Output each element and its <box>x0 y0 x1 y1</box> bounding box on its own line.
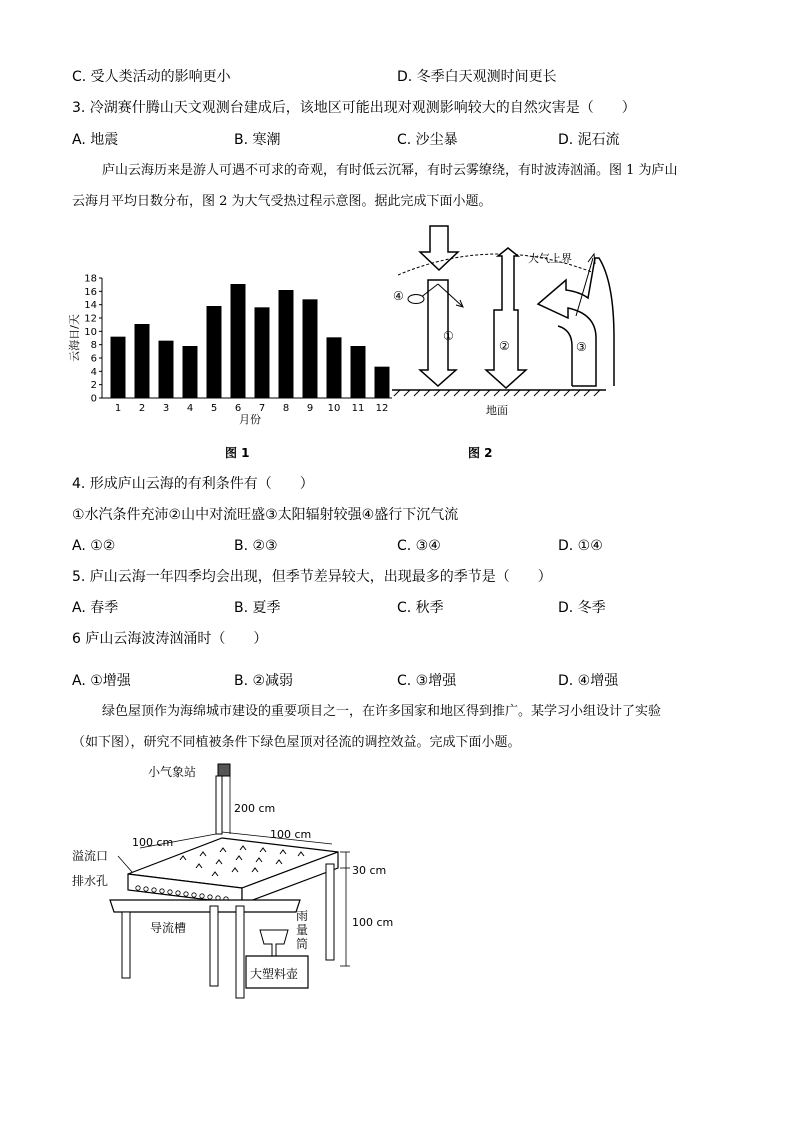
q3-option-c: C. 沙尘暴 <box>397 132 458 148</box>
x-tick-label: 9 <box>306 403 314 414</box>
passage1-line2: 云海月平均日数分布，图 2 为大气受热过程示意图。据此完成下面小题。 <box>72 194 492 209</box>
bar-month-8 <box>279 290 294 398</box>
x-tick-label: 2 <box>138 403 146 414</box>
overflow-label: 溢流口 <box>72 849 109 863</box>
x-tick-label: 6 <box>234 403 242 414</box>
y-tick-label: 14 <box>84 300 97 312</box>
arrow-2 <box>486 248 526 388</box>
q4-option-b: B. ②③ <box>234 538 278 554</box>
q3-option-b: B. 寒潮 <box>234 132 281 148</box>
table-leg <box>236 906 244 998</box>
marker-1: ① <box>443 329 454 343</box>
pot-label: 大塑料壶 <box>250 967 299 981</box>
width-right-label: 100 cm <box>270 828 312 841</box>
cloud-icon <box>408 295 424 304</box>
y-tick-label: 12 <box>84 313 97 325</box>
bar-month-12 <box>375 367 390 398</box>
rain-gauge <box>260 930 288 956</box>
q5-option-a: A. 春季 <box>72 600 119 616</box>
y-tick-label: 8 <box>90 340 97 352</box>
q5-stem: 5. 庐山云海一年四季均会出现，但季节差异较大，出现最多的季节是（ ） <box>72 569 552 585</box>
diversion-trough <box>110 900 300 912</box>
drain-label: 排水孔 <box>72 874 109 888</box>
q6-option-d: D. ④增强 <box>558 673 619 689</box>
x-tick-label: 7 <box>258 403 266 414</box>
bar-month-3 <box>159 341 174 398</box>
q4-options: ①水汽条件充沛②山中对流旺盛③太阳辐射较强④盛行下沉气流 <box>72 507 459 523</box>
marker-2: ② <box>499 339 510 353</box>
x-tick-label: 1 <box>114 403 122 414</box>
x-axis-label: 月份 <box>239 413 261 426</box>
station-label: 小气象站 <box>148 765 197 779</box>
gauge-label-1: 雨 <box>296 909 309 923</box>
q3-option-a: A. 地震 <box>72 132 119 148</box>
q6-option-c: C. ③增强 <box>397 673 457 689</box>
weather-station-box <box>218 764 230 776</box>
bar-month-7 <box>255 307 270 398</box>
bar-month-6 <box>231 284 246 398</box>
q5-option-d: D. 冬季 <box>558 600 606 616</box>
x-tick-label: 11 <box>351 403 365 414</box>
marker-4: ④ <box>393 289 404 303</box>
bar-month-10 <box>327 337 342 398</box>
upper-boundary-label: 大气上界 <box>528 252 572 265</box>
q5-option-c: C. 秋季 <box>397 600 444 616</box>
table-leg <box>122 912 130 978</box>
gauge-label-2: 量 <box>296 923 309 937</box>
bar-month-4 <box>183 346 198 398</box>
ground-hatch <box>394 390 600 396</box>
x-tick-label: 10 <box>327 403 341 414</box>
y-tick-label: 4 <box>90 366 97 378</box>
q6-stem: 6 庐山云海波涛汹涌时（ ） <box>72 631 268 647</box>
x-tick-label: 5 <box>210 403 218 414</box>
q5-option-b: B. 夏季 <box>234 600 281 616</box>
q2-option-c: C. 受人类活动的影响更小 <box>72 69 231 85</box>
trough-label: 导流槽 <box>150 921 187 935</box>
y-axis-label: 云海日/天 <box>68 314 81 362</box>
figure2-caption: 图 2 <box>468 446 493 460</box>
passage2-line1: 绿色屋顶作为海绵城市建设的重要项目之一，在许多国家和地区得到推广。某学习小组设计了实验 <box>102 704 662 719</box>
q4-stem: 4. 形成庐山云海的有利条件有（ ） <box>72 476 314 492</box>
table-leg <box>326 864 334 960</box>
ground-label: 地面 <box>486 404 508 417</box>
mast-height-label: 200 cm <box>234 802 276 815</box>
y-tick-label: 0 <box>90 393 97 405</box>
q6-option-b: B. ②减弱 <box>234 673 294 689</box>
figure1-caption: 图 1 <box>225 446 250 460</box>
marker-3: ③ <box>576 340 587 354</box>
q2-option-d: D. 冬季白天观测时间更长 <box>397 69 557 85</box>
bar-month-1 <box>111 337 126 398</box>
passage2-line2: （如下图），研究不同植被条件下绿色屋顶对径流的调控效益。完成下面小题。 <box>72 735 521 750</box>
q4-option-a: A. ①② <box>72 538 116 554</box>
q6-option-a: A. ①增强 <box>72 673 131 689</box>
arrow-3 <box>538 258 614 386</box>
passage1-line1: 庐山云海历来是游人可遇不可求的奇观，有时低云沉幂，有时云雾缭绕，有时波涛汹涌。图 1 为庐山 <box>102 163 678 178</box>
bar-month-11 <box>351 346 366 398</box>
q4-option-d: D. ①④ <box>558 538 603 554</box>
gauge-label-3: 筒 <box>296 937 309 951</box>
box-depth-label: 30 cm <box>352 864 387 877</box>
leg-height-label: 100 cm <box>352 916 394 929</box>
bar-month-9 <box>303 299 318 398</box>
bar-month-5 <box>207 306 222 398</box>
x-tick-label: 3 <box>162 403 170 414</box>
y-tick-label: 10 <box>84 326 97 338</box>
q4-option-c: C. ③④ <box>397 538 441 554</box>
x-tick-label: 8 <box>282 403 290 414</box>
figure1-bar-chart <box>62 258 392 428</box>
x-tick-label: 12 <box>375 403 389 414</box>
figure2-diagram <box>390 222 620 422</box>
y-tick-label: 6 <box>90 353 97 365</box>
figure3-green-roof-diagram <box>70 760 400 1010</box>
table-leg <box>210 906 218 986</box>
y-tick-label: 18 <box>84 273 97 285</box>
y-tick-label: 16 <box>84 286 97 298</box>
x-tick-label: 4 <box>186 403 194 414</box>
width-left-label: 100 cm <box>132 836 174 849</box>
station-mast <box>216 776 222 834</box>
q3-stem: 3. 冷湖赛什腾山天文观测台建成后，该地区可能出现对观测影响较大的自然灾害是（ ） <box>72 100 636 116</box>
bar-month-2 <box>135 324 150 398</box>
q3-option-d: D. 泥石流 <box>558 132 620 148</box>
incoming-radiation-arrow <box>420 226 458 270</box>
y-tick-label: 2 <box>90 380 97 392</box>
